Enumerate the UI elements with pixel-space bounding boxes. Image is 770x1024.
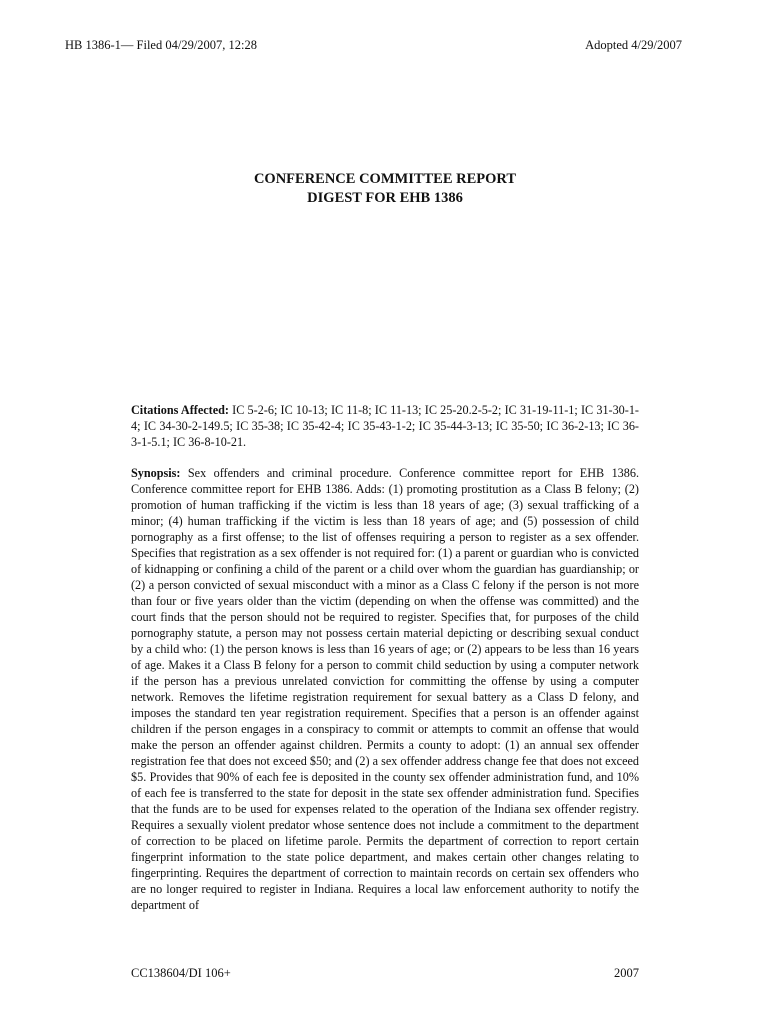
- title-line-1: CONFERENCE COMMITTEE REPORT: [253, 171, 517, 187]
- page-header-right: Adopted 4/29/2007: [585, 38, 682, 52]
- citations-text: IC 5-2-6; IC 10-13; IC 11-8; IC 11-13; IC 25-20.2-5-2; IC 31-19-11-1; IC 31-30-1-4; IC 34-30-2-149.5; IC 35-38; IC 35-42-4; IC 35-43-1-2; IC 35-44-3-13; IC 35-50; IC 36-2-13; IC 36-3-1-5.1; IC 36-8-10-21.: [131, 403, 639, 449]
- page-footer-left: CC138604/DI 106+: [131, 966, 231, 980]
- page-header-left: HB 1386-1— Filed 04/29/2007, 12:28: [65, 38, 258, 52]
- document-body: [131, 402, 639, 928]
- synopsis-paragraph: [131, 465, 639, 913]
- title-line-2: DIGEST FOR EHB 1386: [307, 190, 463, 206]
- synopsis-text: Sex offenders and criminal procedure. Conference committee report for EHB 1386. Conference committee report for EHB 1386. Adds: (1) promoting prostitution as a Class B felony; (2) promotion of human trafficking if the victim is less than 18 years of age; (3) sexual trafficking of a minor; (4) human trafficking if the victim is less than 18 years of age; and (5) possession of child pornography as a first offense; to the list of offenses requiring a person to register as a sex offender. Specifies that registration as a sex offender is not required for: (1) a parent or guardian who is convicted of kidnapping or confining a child of the parent or a child over whom the guardian has guardianship; or (2) a person convicted of sexual misconduct with a minor as a Class C felony if the person is not more than four or five years older than the victim (depending on when the offense was committed) and the court finds that the person should not be required to register. Specifies that, for purposes of the child pornography statute, a person may not possess certain material depicting or describing sexual conduct by a child who: (1) the person knows is less than 16 years of age; or (2) appears to be less than 16 years of age. Makes it a Class B felony for a person to commit child seduction by using a computer network if the person has a previous unrelated conviction for committing the offense by using a computer network. Removes the lifetime registration requirement for sexual battery as a Class D felony, and imposes the standard ten year registration requirement. Specifies that a person is an offender against children if the person engages in a conspiracy to commit or attempts to commit an offense that would make the person an offender against children. Permits a county to adopt: (1) an annual sex offender registration fee that does not exceed $50; and (2) a sex offender address change fee that does not exceed $5. Provides that 90% of each fee is deposited in the county sex offender administration fund, and 10% of each fee is transferred to the state for deposit in the state sex offender administration fund. Specifies that the funds are to be used for expenses related to the operation of the Indiana sex offender registry. Requires a sexually violent predator whose sentence does not include a commitment to the department of correction to be placed on lifetime parole. Permits the department of correction to report certain fingerprint information to the state police department, and makes certain other changes relating to fingerprinting. Requires the department of correction to maintain records on certain sex offenders who are no longer required to register in Indiana. Requires a local law enforcement authority to notify the department of: [131, 466, 640, 912]
- page-footer-right: 2007: [614, 966, 639, 980]
- document-title: [0, 170, 770, 208]
- citations-label: Citations Affected:: [131, 403, 229, 417]
- synopsis-label: Synopsis:: [131, 466, 181, 480]
- citations-paragraph: [131, 402, 639, 450]
